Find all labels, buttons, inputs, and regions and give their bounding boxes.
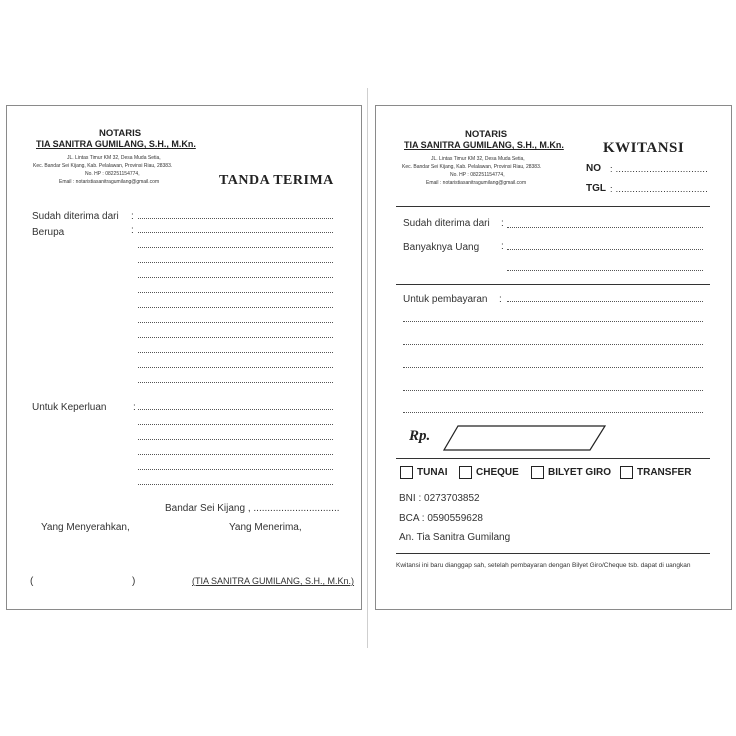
cheque-label: CHEQUE [476, 467, 519, 478]
purpose-field-line[interactable] [138, 454, 333, 455]
giver-label: Yang Menyerahkan, [41, 522, 130, 533]
form-field-line[interactable] [138, 307, 333, 308]
bilyet-giro-label: BILYET GIRO [548, 467, 611, 478]
purpose-field-line[interactable] [403, 390, 703, 391]
colon: : [501, 218, 504, 229]
form-field-line[interactable] [138, 322, 333, 323]
purpose-field-line[interactable] [138, 469, 333, 470]
purpose-field-line[interactable] [403, 344, 703, 345]
rp-label: Rp. [409, 428, 431, 444]
purpose-field-line[interactable] [138, 409, 333, 410]
address-line-1: JL. Lintas Timur KM 32, Desa Muda Setia, [67, 155, 161, 161]
received-from-field[interactable] [138, 218, 333, 219]
tunai-label: TUNAI [417, 467, 448, 478]
phone-line: No. HP : 082251154774, [85, 171, 140, 177]
received-from-field[interactable] [507, 227, 703, 228]
received-from-label: Sudah diterima dari [32, 211, 119, 222]
purpose-field-line[interactable] [138, 484, 333, 485]
form-field-line[interactable] [138, 367, 333, 368]
purpose-field-line[interactable] [138, 424, 333, 425]
account-name: An. Tia Sanitra Gumilang [399, 532, 511, 543]
address-line-1: JL. Lintas Timur KM 32, Desa Muda Setia, [431, 156, 525, 162]
colon: : [133, 402, 136, 413]
colon: : [131, 225, 134, 236]
form-field-line[interactable] [138, 232, 333, 233]
bank-bca: BCA : 0590559628 [399, 513, 483, 524]
number-label: NO [586, 163, 601, 174]
form-field-line[interactable] [138, 277, 333, 278]
address-line-2: Kec. Bandar Sei Kijang, Kab. Pelalawan, Provinsi Riau, 28383. [33, 163, 173, 169]
notaris-title: NOTARIS [465, 129, 508, 140]
email-line: Email : notaristiasanitragumilang@gmail.com [426, 180, 527, 186]
form-field-line[interactable] [138, 352, 333, 353]
form-field-line[interactable] [138, 247, 333, 248]
address-line-2: Kec. Bandar Sei Kijang, Kab. Pelalawan, Provinsi Riau, 28383. [402, 164, 542, 170]
giver-signature-close: ) [132, 576, 136, 587]
received-from-label: Sudah diterima dari [403, 218, 490, 229]
purpose-field-line[interactable] [507, 301, 703, 302]
notaris-title: NOTARIS [99, 128, 142, 139]
purpose-label: Untuk pembayaran [403, 294, 488, 305]
kwitansi-title: KWITANSI [603, 140, 685, 156]
colon: : [499, 294, 502, 305]
receiver-signature-name: (TIA SANITRA GUMILANG, S.H., M.Kn.) [192, 576, 355, 586]
form-field-line[interactable] [138, 262, 333, 263]
tunai-checkbox[interactable] [400, 466, 413, 479]
place-date-line[interactable]: Bandar Sei Kijang , ............................... [165, 503, 340, 514]
transfer-label: TRANSFER [637, 467, 692, 478]
date-label: TGL [586, 183, 606, 194]
amount-field-line[interactable] [507, 249, 703, 250]
amount-box[interactable] [443, 424, 607, 452]
form-field-line[interactable] [138, 292, 333, 293]
form-field-line[interactable] [138, 337, 333, 338]
divider [396, 458, 710, 459]
purpose-field-line[interactable] [403, 412, 703, 413]
purpose-label: Untuk Keperluan [32, 402, 107, 413]
purpose-field-line[interactable] [403, 321, 703, 322]
email-line: Email : notaristiasanitragumilang@gmail.com [59, 179, 160, 185]
tanda-terima-title: TANDA TERIMA [219, 173, 334, 188]
giver-signature-open: ( [30, 576, 34, 587]
phone-line: No. HP : 082251154774, [450, 172, 505, 178]
bank-bni: BNI : 0273703852 [399, 493, 480, 504]
date-field[interactable]: : ................................. [610, 184, 709, 194]
bilyet-giro-checkbox[interactable] [531, 466, 544, 479]
colon: : [131, 211, 134, 222]
footnote: Kwitansi ini baru dianggap sah, setelah pembayaran dengan Bilyet Giro/Cheque tsb. dapat di uangkan [396, 562, 691, 569]
receiver-label: Yang Menerima, [229, 522, 302, 533]
divider [396, 206, 710, 207]
divider [396, 284, 710, 285]
tanda-terima-sheet [6, 105, 362, 610]
form-label: Berupa [32, 227, 65, 238]
amount-field-line[interactable] [507, 270, 703, 271]
form-field-line[interactable] [138, 382, 333, 383]
amount-label: Banyaknya Uang [403, 242, 480, 253]
number-field[interactable]: : ................................. [610, 164, 709, 174]
purpose-field-line[interactable] [403, 367, 703, 368]
colon: : [501, 241, 504, 252]
kwitansi-sheet [375, 105, 732, 610]
purpose-field-line[interactable] [138, 439, 333, 440]
cheque-checkbox[interactable] [459, 466, 472, 479]
notaris-name: TIA SANITRA GUMILANG, S.H., M.Kn. [404, 140, 564, 150]
page-fold-line [367, 88, 368, 648]
notaris-name: TIA SANITRA GUMILANG, S.H., M.Kn. [36, 139, 196, 149]
transfer-checkbox[interactable] [620, 466, 633, 479]
divider [396, 553, 710, 554]
